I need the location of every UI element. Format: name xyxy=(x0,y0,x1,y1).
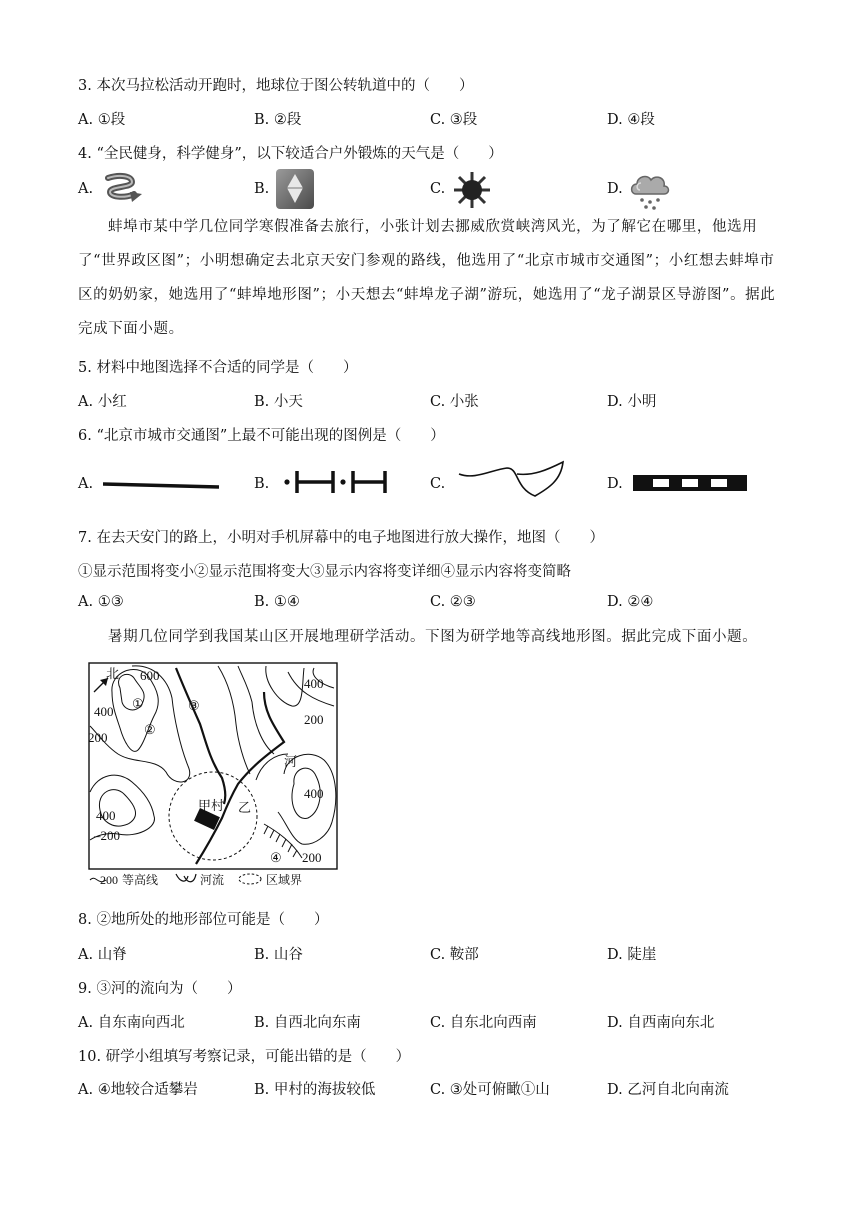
q10-option-c: C. ③处可俯瞰①山 xyxy=(430,1082,550,1098)
q6-option-d: D. xyxy=(607,476,623,492)
q9-option-d: D. 自西南向东北 xyxy=(607,1015,715,1031)
village-label: 甲村 xyxy=(198,798,225,813)
q5-option-a: A. 小红 xyxy=(78,394,127,410)
q7-choices: ①显示范围将变小②显示范围将变大③显示内容将变详细④显示内容将变简略 xyxy=(78,564,571,580)
q5-option-b: B. 小天 xyxy=(254,394,303,410)
q10-option-d: D. 乙河自北向南流 xyxy=(607,1082,729,1098)
q9-option-c: C. 自东北向西南 xyxy=(430,1015,537,1031)
q10-option-b: B. 甲村的海拔较低 xyxy=(254,1082,376,1098)
svg-text:200: 200 xyxy=(100,873,118,887)
railway-symbol xyxy=(632,474,748,492)
q8-option-c: C. 鞍部 xyxy=(430,947,479,963)
point-label-3: ③ xyxy=(188,698,200,713)
svg-text:河流: 河流 xyxy=(200,873,225,887)
q5-option-c: C. 小张 xyxy=(430,394,479,410)
contour-label-200: 200 xyxy=(302,850,322,865)
point-label-4: ④ xyxy=(270,850,282,865)
q6-option-c: C. xyxy=(430,476,446,492)
contour-label-400: 400 xyxy=(94,704,114,719)
map-legend xyxy=(90,872,302,887)
sunny-icon xyxy=(452,170,492,210)
passage-study: 暑期几位同学到我国某山区开展地理研学活动。下图为研学地等高线地形图。据此完成下面小题。 xyxy=(108,629,758,645)
q9-option-a: A. 自东南向西北 xyxy=(78,1015,185,1031)
q4-option-b: B. xyxy=(254,181,270,197)
q8-option-d: D. 陡崖 xyxy=(607,947,657,963)
point-label-1: ① xyxy=(132,696,144,711)
q8-option-a: A. 山脊 xyxy=(78,947,127,963)
river-label: 河 xyxy=(284,754,298,769)
north-label: 北 xyxy=(106,666,120,681)
contour-map xyxy=(88,662,340,890)
q3-option-c: C. ③段 xyxy=(430,112,478,128)
q7-option-b: B. ①④ xyxy=(254,594,300,610)
q10-stem: 10. 研学小组填写考察记录，可能出错的是（ ） xyxy=(78,1049,411,1065)
q7-option-c: C. ②③ xyxy=(430,594,476,610)
q5-stem: 5. 材料中地图选择不合适的同学是（ ） xyxy=(78,360,358,376)
dot-bracket-line-symbol xyxy=(281,468,391,496)
q9-option-b: B. 自西北向东南 xyxy=(254,1015,361,1031)
q3-option-a: A. ①段 xyxy=(78,112,126,128)
svg-text:区域界: 区域界 xyxy=(266,873,303,887)
q4-stem: 4. “全民健身，科学健身”，以下较适合户外锻炼的天气是（ ） xyxy=(78,146,503,162)
contour-label-600: 600 xyxy=(140,668,160,683)
q3-stem: 3. 本次马拉松活动开跑时，地球位于图公转轨道中的（ ） xyxy=(78,78,474,94)
q4-option-c: C. xyxy=(430,181,446,197)
passage-travel: 蚌埠市某中学几位同学寒假准备去旅行，小张计划去挪威欣赏峡湾风光，为了解它在哪里，他选用了“世界政区图”；小明想确定去北京天安门参观的路线，他选用了“北京市城市交通图”；小红想去蚌埠市区的奶奶家，她选用了“蚌埠地形图”；小天想去“蚌埠龙子湖”游玩，她选用了“龙子湖景区导游图”。据此完成下面小题。 xyxy=(78,219,776,337)
q6-option-a: A. xyxy=(78,476,94,492)
contour-label-200: 200 xyxy=(88,730,108,745)
thundershower-icon xyxy=(628,168,672,212)
q3-option-d: D. ④段 xyxy=(607,112,655,128)
sandstorm-icon xyxy=(102,172,144,208)
contour-label-400: 400 xyxy=(304,786,324,801)
river-yi-label: 乙 xyxy=(238,800,252,815)
point-label-2: ② xyxy=(144,722,156,737)
contour-label-400: 400 xyxy=(96,808,116,823)
q8-option-b: B. 山谷 xyxy=(254,947,303,963)
fog-icon xyxy=(275,168,315,210)
q7-option-a: A. ①③ xyxy=(78,594,124,610)
q10-option-a: A. ④地较合适攀岩 xyxy=(78,1082,198,1098)
q8-stem: 8. ②地所处的地形部位可能是（ ） xyxy=(78,912,329,928)
q7-option-d: D. ②④ xyxy=(607,594,654,610)
q6-option-b: B. xyxy=(254,476,270,492)
q5-option-d: D. 小明 xyxy=(607,394,657,410)
q3-option-b: B. ②段 xyxy=(254,112,302,128)
svg-text:等高线: 等高线 xyxy=(122,873,159,887)
map-frame xyxy=(89,663,337,869)
q7-stem: 7. 在去天安门的路上，小明对手机屏幕中的电子地图进行放大操作，地图（ ） xyxy=(78,530,604,546)
q4-option-d: D. xyxy=(607,181,623,197)
contour-label-200: –200 xyxy=(94,828,120,843)
q4-option-a: A. xyxy=(78,181,94,197)
contour-label-200: 200 xyxy=(304,712,324,727)
wavy-loop-line-symbol xyxy=(457,458,569,500)
solid-line-symbol xyxy=(103,476,221,496)
q9-stem: 9. ③河的流向为（ ） xyxy=(78,981,242,997)
contour-label-400: 400 xyxy=(304,676,324,691)
q6-stem: 6. “北京市城市交通图”上最不可能出现的图例是（ ） xyxy=(78,428,445,444)
